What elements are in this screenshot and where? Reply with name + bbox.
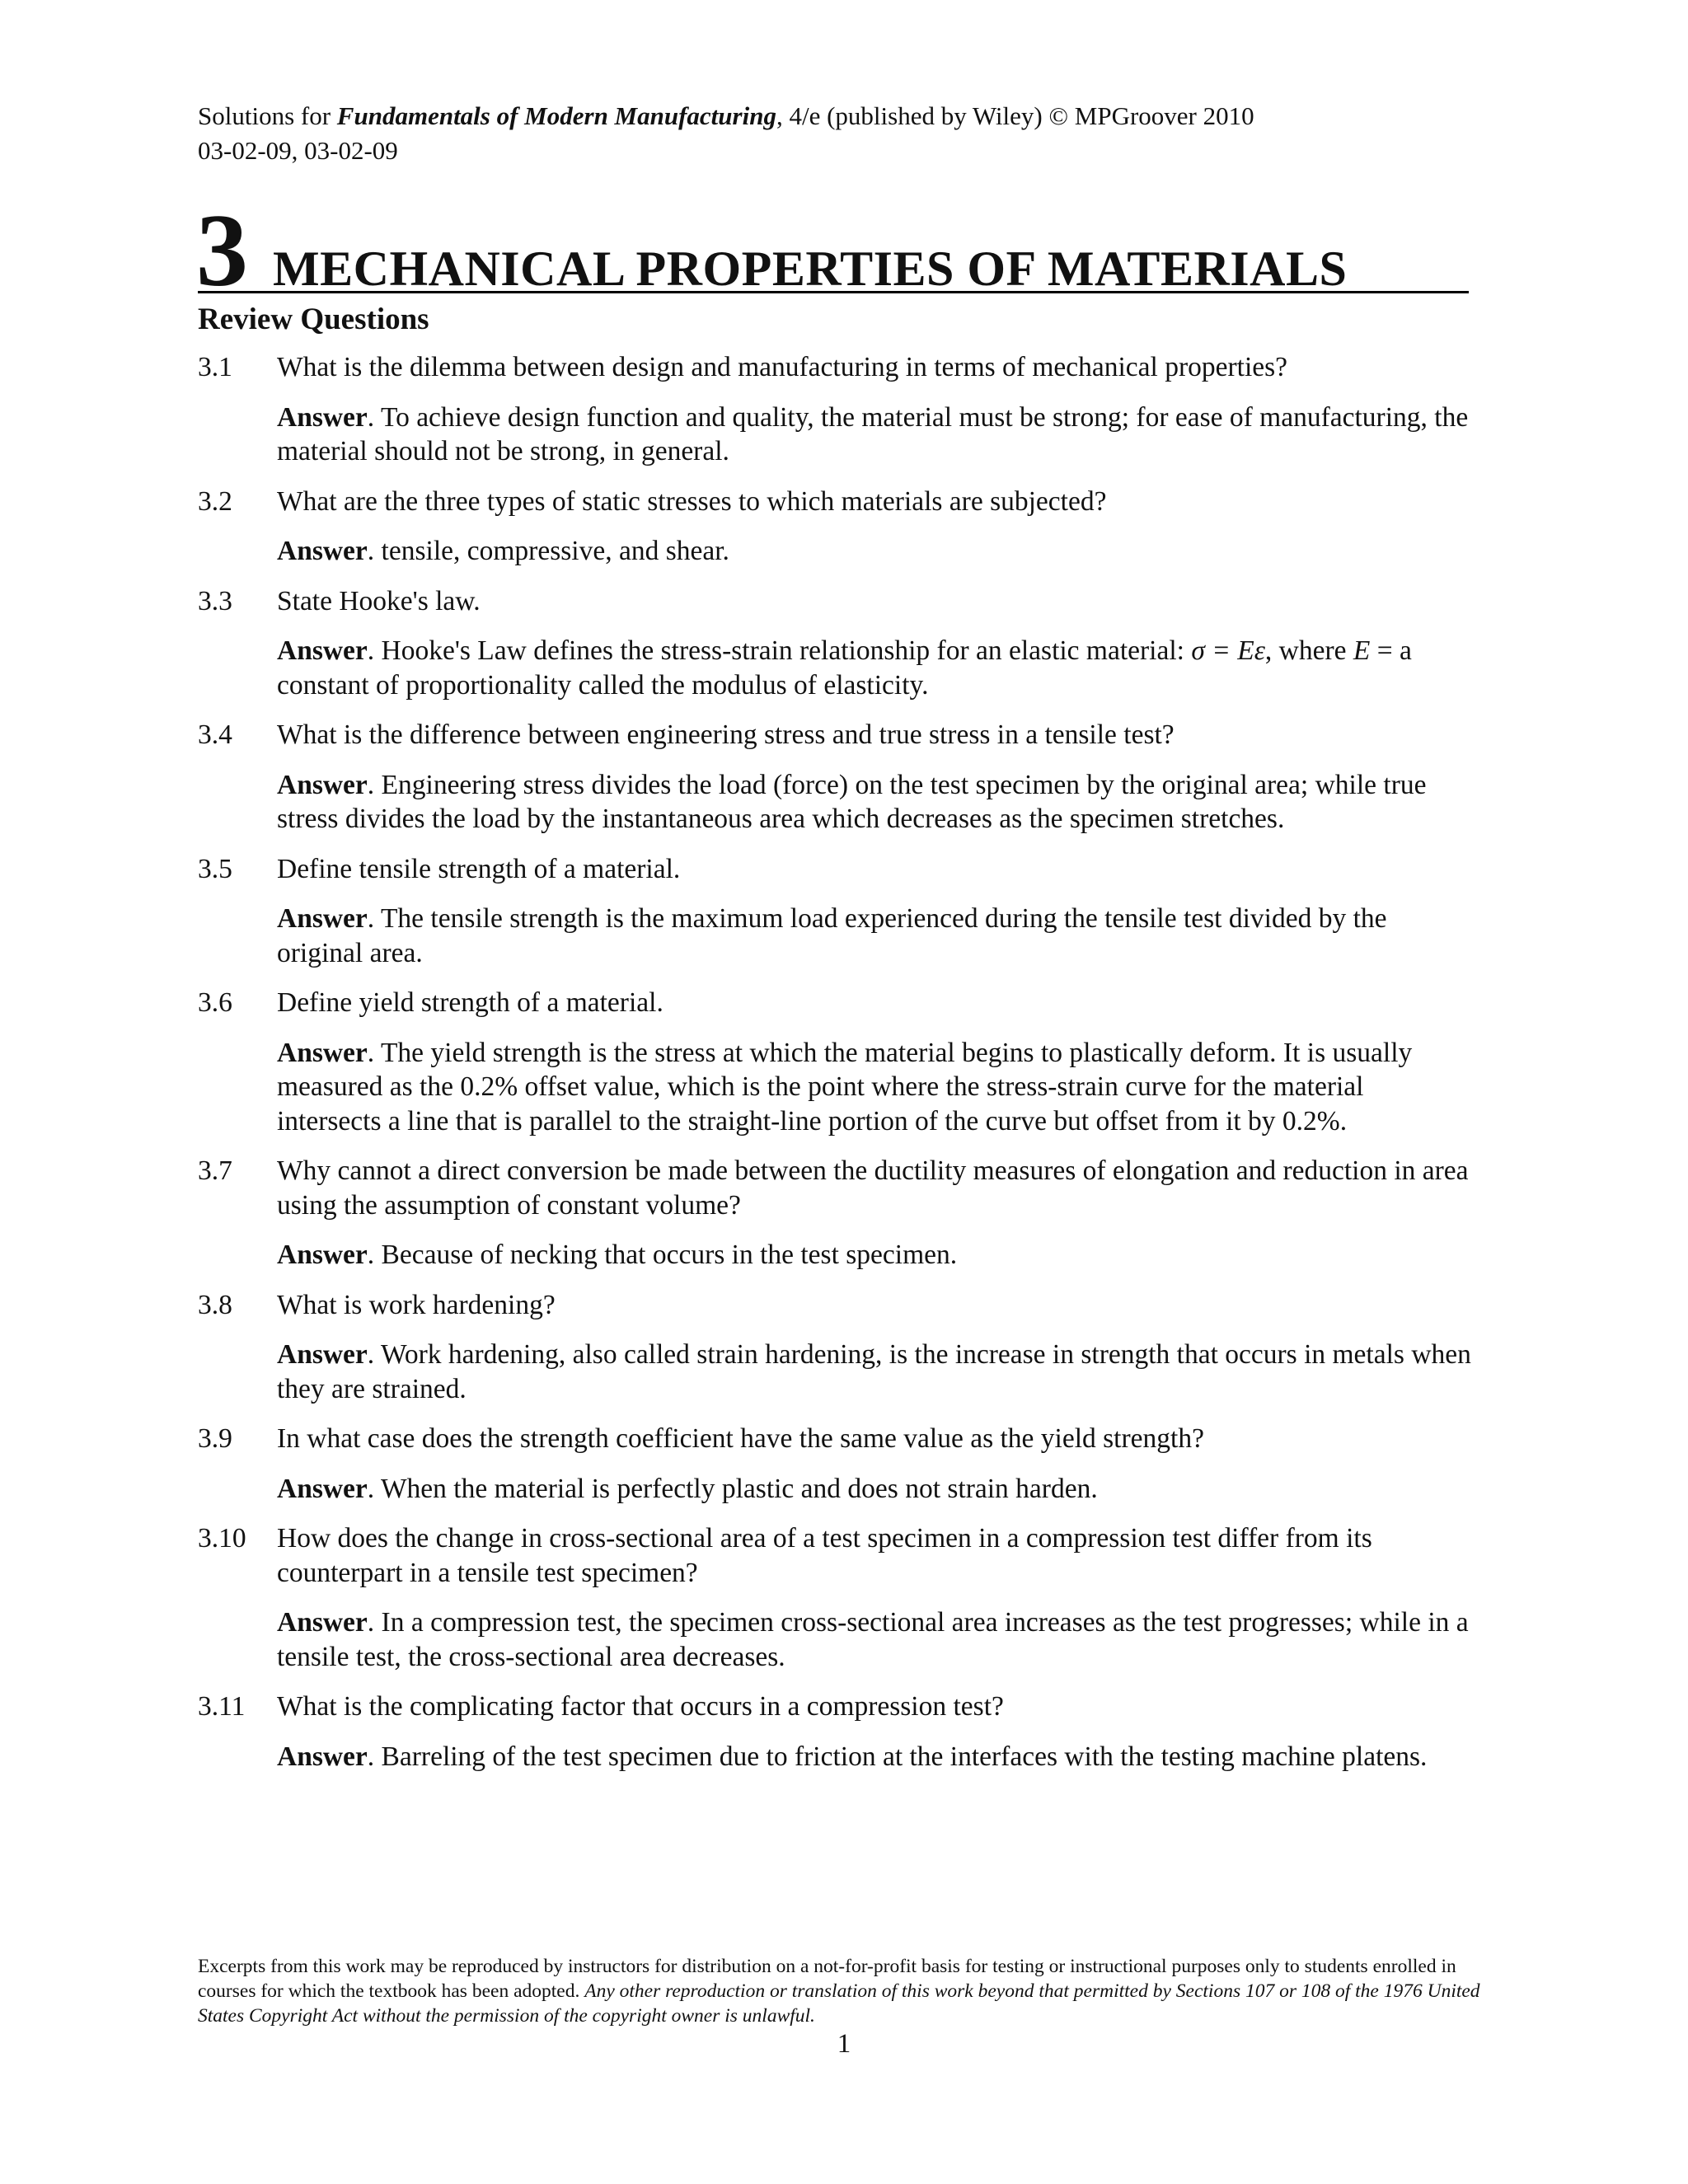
question-number: 3.3 — [198, 585, 232, 616]
chapter-heading — [196, 194, 1348, 308]
question-number: 3.4 — [198, 719, 232, 750]
question-item — [198, 1521, 1471, 1674]
header-prefix: Solutions for — [198, 101, 337, 130]
question-number: 3.2 — [198, 485, 232, 517]
answer-text: Answer. The yield strength is the stress at which the material begins to plastically deform. It is usually measured as the 0.2% offset value, which is the point where the stress-strain curve for the material intersects a line that is parallel to the straight-line portion of the curve but offset from it by 0.2%. — [277, 1037, 1413, 1137]
chapter-divider — [198, 291, 1469, 293]
question-number: 3.1 — [198, 352, 232, 382]
answer-text: Answer. The tensile strength is the maximum load experienced during the tensile test divided by the original area. — [277, 903, 1387, 968]
answer-label: Answer — [277, 536, 368, 566]
question-item — [198, 350, 1471, 469]
answer-text: Answer. Engineering stress divides the load (force) on the test specimen by the original area; while true stress divides the load by the instantaneous area which decreases as the specimen stretches. — [277, 769, 1427, 834]
question-item — [198, 1154, 1471, 1272]
hookes-law-equation: σ = Eε — [1191, 635, 1265, 666]
answer-label: Answer — [277, 1037, 368, 1068]
question-item — [198, 852, 1471, 971]
question-number: 3.9 — [198, 1423, 232, 1454]
question-text: In what case does the strength coefficient have the same value as the yield strength? — [277, 1423, 1204, 1454]
answer-label: Answer — [277, 635, 368, 666]
copyright-footer — [198, 1954, 1484, 2028]
answer-text: Answer. When the material is perfectly plastic and does not strain harden. — [277, 1473, 1098, 1504]
answer-label: Answer — [277, 1741, 368, 1772]
question-text: What is the difference between engineering stress and true stress in a tensile test? — [277, 719, 1175, 750]
section-title: Review Questions — [198, 302, 429, 336]
answer-text: Answer. Because of necking that occurs in the test specimen. — [277, 1240, 958, 1270]
answer-label: Answer — [277, 401, 368, 433]
question-text: What are the three types of static stresses to which materials are subjected? — [277, 485, 1107, 517]
question-text: Define yield strength of a material. — [277, 987, 663, 1018]
question-item — [198, 584, 1471, 703]
question-text: State Hooke's law. — [277, 585, 481, 616]
chapter-number: 3 — [196, 194, 248, 308]
question-item — [198, 1288, 1471, 1407]
question-item — [198, 718, 1471, 837]
answer-label: Answer — [277, 769, 368, 800]
answer-text: Answer. In a compression test, the specimen cross-sectional area increases as the test progresses; while in a tensile test, the cross-sectional area decreases. — [277, 1607, 1469, 1672]
page-number: 1 — [837, 2029, 851, 2059]
question-number: 3.6 — [198, 987, 232, 1018]
question-number: 3.10 — [198, 1523, 246, 1554]
question-text: What is the dilemma between design and manufacturing in terms of mechanical properties? — [277, 352, 1288, 382]
answer-text: Answer. tensile, compressive, and shear. — [277, 536, 729, 566]
answer-label: Answer — [277, 903, 368, 934]
answer-text: Answer. To achieve design function and quality, the material must be strong; for ease of manufacturing, the material should not be strong, in general. — [277, 401, 1469, 466]
question-item — [198, 485, 1471, 569]
answer-text: Answer. Barreling of the test specimen due to friction at the interfaces with the testing machine platens. — [277, 1741, 1428, 1772]
chapter-title: MECHANICAL PROPERTIES OF MATERIALS — [273, 241, 1348, 296]
question-number: 3.7 — [198, 1155, 232, 1186]
question-text: What is work hardening? — [277, 1289, 556, 1320]
answer-label: Answer — [277, 1339, 368, 1370]
header-suffix: , 4/e (published by Wiley) © MPGroover 2010 — [776, 101, 1254, 130]
page-header — [198, 99, 1254, 168]
question-number: 3.11 — [198, 1691, 246, 1722]
answer-label: Answer — [277, 1473, 368, 1504]
question-text: How does the change in cross-sectional area of a test specimen in a compression test differ from its counterpart in a tensile test specimen? — [277, 1523, 1372, 1588]
question-item — [198, 1422, 1471, 1506]
answer-text: Answer. Hooke's Law defines the stress-strain relationship for an elastic material: σ = Eε, where E = a constant of proportionality called the modulus of elasticity. — [277, 635, 1412, 701]
question-item — [198, 986, 1471, 1138]
question-text: What is the complicating factor that occurs in a compression test? — [277, 1691, 1004, 1722]
question-number: 3.5 — [198, 853, 232, 884]
header-source-line — [198, 99, 1254, 134]
question-text: Define tensile strength of a material. — [277, 853, 681, 884]
question-number: 3.8 — [198, 1289, 232, 1320]
footer-notice: Excerpts from this work may be reproduced by instructors for distribution on a not-for-profit basis for testing or instructional purposes only to students enrolled in courses for which the textbook has been adopted. — [198, 1956, 1456, 2002]
footer-legal-italic: Any other reproduction or translation of this work beyond that permitted by Sections 107 or 108 of the 1976 United States Copyright Act without the permission of the copyright owner is unlawful. — [198, 1980, 1480, 2027]
answer-label: Answer — [277, 1240, 368, 1270]
question-text: Why cannot a direct conversion be made between the ductility measures of elongation and reduction in area using the assumption of constant volume? — [277, 1155, 1469, 1221]
header-dates: 03-02-09, 03-02-09 — [198, 136, 398, 165]
answer-text: Answer. Work hardening, also called strain hardening, is the increase in strength that occurs in metals when they are strained. — [277, 1339, 1471, 1404]
modulus-variable: E — [1353, 635, 1371, 666]
header-book-title: Fundamentals of Modern Manufacturing — [336, 101, 776, 130]
question-item — [198, 1690, 1471, 1774]
review-questions-list — [198, 350, 1471, 1774]
answer-label: Answer — [277, 1607, 368, 1638]
